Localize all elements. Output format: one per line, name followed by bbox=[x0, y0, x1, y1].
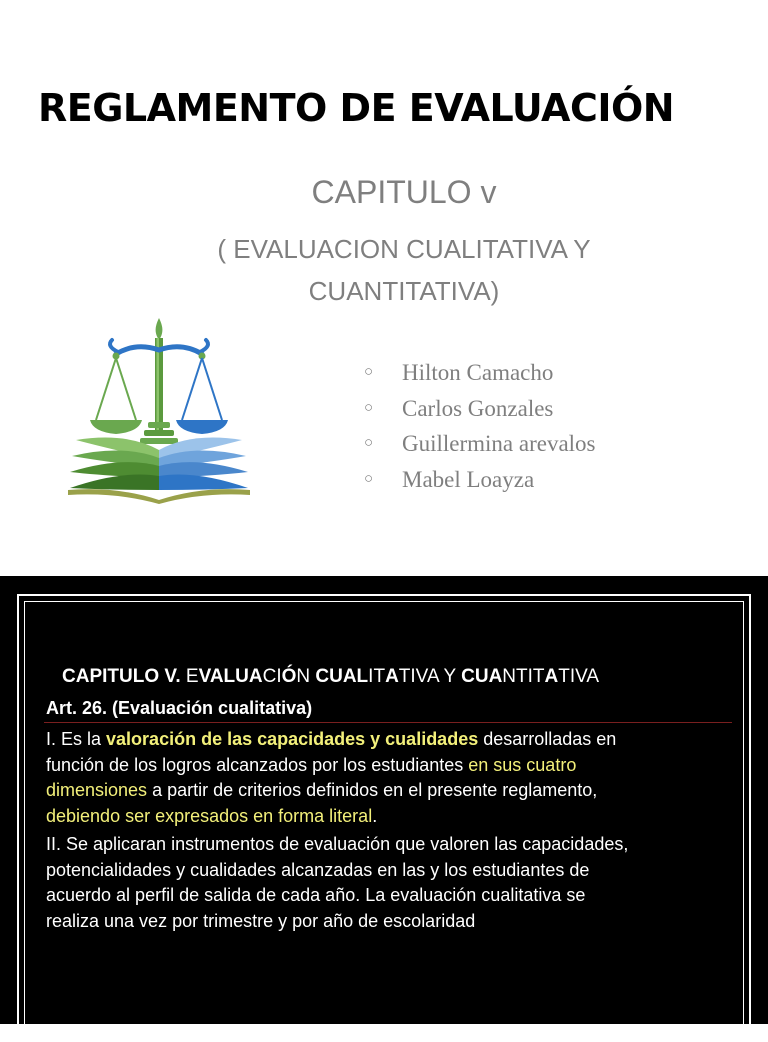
heading-part: N bbox=[296, 666, 316, 687]
subtitle-line-1: ( EVALUACION CUALITATIVA Y bbox=[217, 234, 591, 264]
heading-part: CUAL bbox=[315, 666, 369, 687]
list-item bbox=[362, 360, 596, 396]
text-run: . bbox=[372, 805, 378, 826]
heading-part: Ó bbox=[281, 666, 297, 687]
text-line: II. Se aplicaran instrumentos de evaluación que valoren las capacidades, bbox=[46, 834, 629, 854]
author-name: Mabel Loayza bbox=[402, 466, 535, 492]
highlight-text: valoración de las capacidades y cualidades bbox=[106, 729, 479, 749]
heading-part: TIVA Y bbox=[398, 666, 462, 687]
justice-scale-book-icon bbox=[66, 314, 252, 506]
highlight-text: debiendo ser expresados en forma literal bbox=[46, 805, 373, 826]
divider bbox=[44, 722, 732, 723]
heading-part: A bbox=[385, 666, 399, 687]
text-run: función de los logros alcanzados por los estudiantes bbox=[46, 754, 469, 775]
bullet-circle-icon: ○ bbox=[364, 435, 374, 451]
heading-part: VALUA bbox=[198, 666, 263, 687]
bullet-circle-icon: ○ bbox=[364, 399, 374, 416]
subtitle-line-2: CUANTITATIVA) bbox=[308, 276, 500, 306]
highlight-text: dimensiones bbox=[46, 780, 148, 800]
article-heading: Art. 26. (Evaluación cualitativa) bbox=[46, 698, 313, 718]
author-name: Hilton Camacho bbox=[402, 360, 554, 385]
page-title: REGLAMENTO DE EVALUACIÓN bbox=[38, 86, 675, 130]
text-run: a partir de criterios definidos en el presente reglamento, bbox=[147, 780, 598, 800]
highlight-text: en sus cuatro bbox=[468, 754, 577, 775]
text-run: desarrolladas en bbox=[478, 729, 617, 749]
chapter-subtitle bbox=[190, 228, 618, 312]
bullet-circle-icon: ○ bbox=[364, 364, 374, 380]
author-name: Carlos Gonzales bbox=[402, 395, 554, 421]
slide-heading bbox=[62, 666, 599, 688]
text-run: I. Es la bbox=[46, 729, 107, 749]
heading-part: NTIT bbox=[502, 666, 545, 687]
heading-part: CI bbox=[262, 666, 282, 687]
paragraph-2 bbox=[46, 832, 746, 934]
text-line: realiza una vez por trimestre y por año de escolaridad bbox=[46, 910, 476, 931]
chapter-heading: CAPITULO v bbox=[311, 174, 497, 210]
authors-list bbox=[362, 360, 596, 502]
heading-part: IT bbox=[368, 666, 386, 687]
list-item bbox=[362, 396, 596, 432]
slide-content bbox=[0, 576, 768, 1024]
heading-part: CAPITULO V. bbox=[62, 666, 186, 687]
heading-part: A bbox=[544, 666, 559, 687]
author-name: Guillermina arevalos bbox=[402, 431, 596, 456]
heading-part: E bbox=[185, 666, 199, 687]
paragraph-1 bbox=[46, 727, 746, 829]
list-item bbox=[362, 467, 596, 503]
heading-part: CUA bbox=[461, 666, 503, 687]
heading-part: TIVA bbox=[558, 666, 600, 687]
bullet-circle-icon: ○ bbox=[364, 470, 374, 487]
text-line: potencialidades y cualidades alcanzadas en las y los estudiantes de bbox=[46, 859, 590, 880]
list-item bbox=[362, 431, 596, 467]
text-line: acuerdo al perfil de salida de cada año. La evaluación cualitativa se bbox=[46, 885, 586, 905]
